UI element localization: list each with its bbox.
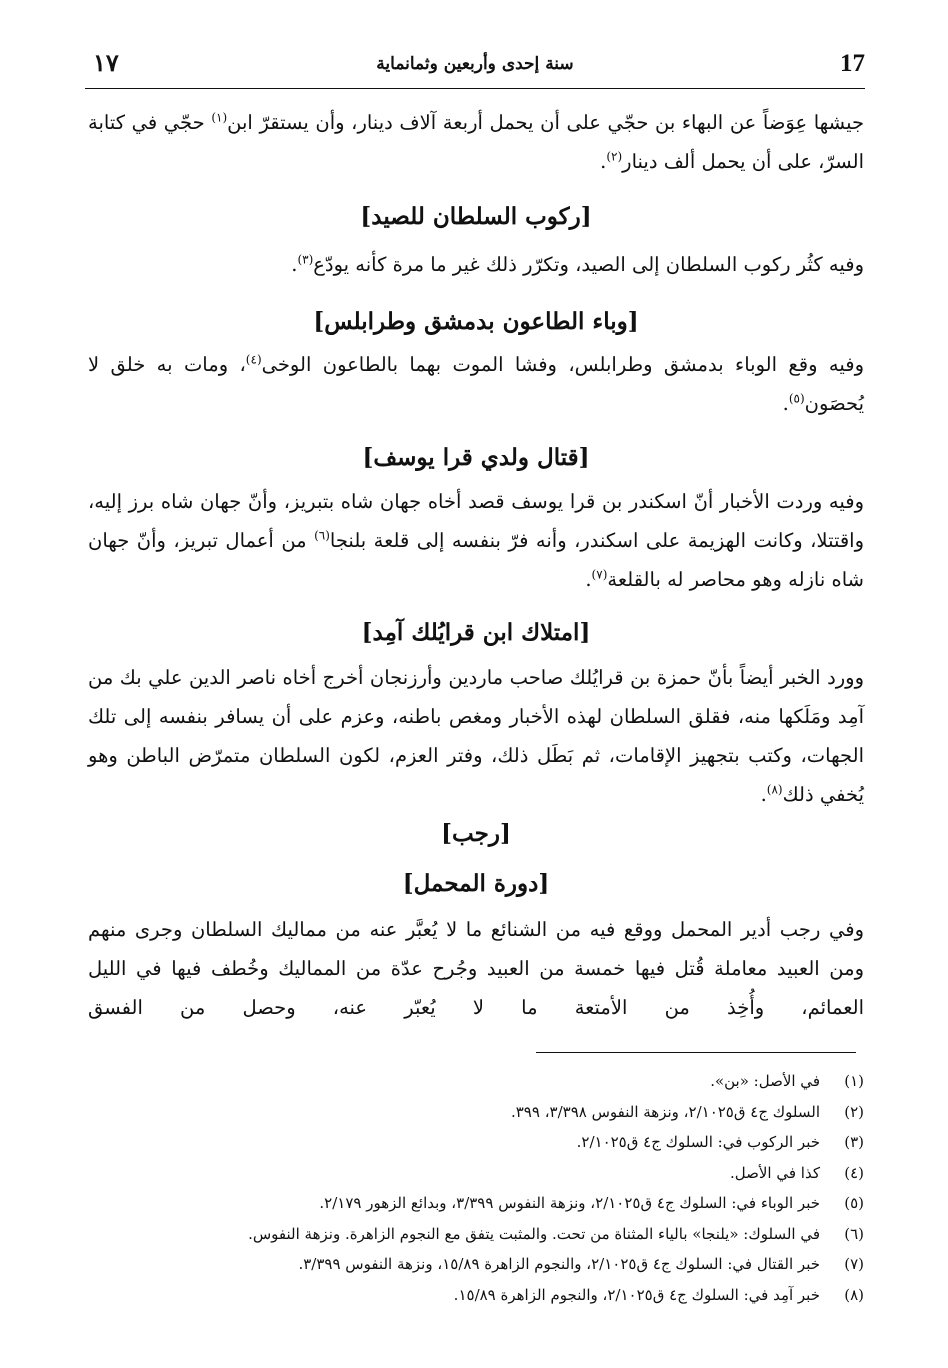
footnote-item bbox=[88, 1249, 864, 1280]
footnote-item bbox=[88, 1158, 864, 1189]
footnote-ref[interactable]: (٥) bbox=[788, 391, 805, 406]
footnote-text: في السلوك: «يلنجا» بالياء المثناة من تحت. والمثبت يتفق مع النجوم الزاهرة. ونزهة النفوس. bbox=[248, 1224, 820, 1243]
paragraph-intro: جيشها عِوَضاً عن البهاء بن حجّي على أن يحمل أربعة آلاف دينار، وأن يستقرّ ابن$^{(١)}$ حجّي في كتابة السرّ، على أن يحمل ألف دينار$^{(٢)}$. bbox=[88, 110, 865, 173]
running-title: سنة إحدى وأربعين وثمانماية bbox=[376, 54, 574, 74]
footnote-ref[interactable]: (٣) bbox=[297, 252, 314, 267]
footnote-text: في الأصل: «بن». bbox=[710, 1072, 820, 1090]
section-heading: [امتلاك ابن قرايُلك آمِد] bbox=[361, 619, 591, 646]
section-heading: [ركوب السلطان للصيد] bbox=[360, 203, 592, 230]
footnote-divider bbox=[536, 1052, 856, 1053]
paragraph-mahmal: وفي رجب أدير المحمل ووقع فيه من الشنائع ما لا يُعبَّر عنه من مماليك السلطان وجرى منهم ومن العبيد معاملة قُتل فيها خمسة من العبيد وجُرح عدّة من المماليك وخُطف فيها في الليل العمائم، وأُخِذ من الأمتعة ما لا يُعبّر عنه، وحصل من الفسق bbox=[88, 918, 864, 1019]
footnote-ref[interactable]: (٨) bbox=[766, 782, 783, 797]
footnote-item bbox=[88, 1066, 864, 1097]
footnote-item bbox=[88, 1097, 864, 1128]
footnote-ref[interactable]: (١) bbox=[211, 110, 228, 125]
footnote-text: السلوك ج٤ ق٢/١٠٢٥، ونزهة النفوس ٣/٣٩٨، ٣٩٩. bbox=[510, 1102, 820, 1121]
section-heading: [دورة المحمل] bbox=[402, 870, 550, 897]
footnote-item bbox=[88, 1280, 864, 1311]
footnote-text: خبر الركوب في: السلوك ج٤ ق٢/١٠٢٥. bbox=[576, 1133, 820, 1151]
footnote-number: (٥) bbox=[844, 1194, 864, 1212]
paragraph-plague: وفيه وقع الوباء بدمشق وطرابلس، وفشا الموت بهما بالطاعون الوخى$^{(٤)}$، ومات به خلق لا يُحصَون$^{(٥)}$. bbox=[88, 352, 864, 415]
footnote-ref[interactable]: (٢) bbox=[606, 149, 623, 164]
section-heading: [قتال ولدي قرا يوسف] bbox=[362, 444, 590, 471]
paragraph-fight: وفيه وردت الأخبار أنّ اسكندر بن قرا يوسف قصد أخاه جهان شاه بتبريز، وأنّ جهان شاه برز إليه، واقتتلا، وكانت الهزيمة على اسكندر، وأنه فرّ بنفسه إلى قلعة بلنجا$^{(٦)}$ من أعمال تبريز، وأنّ جهان شاه نازله وهو محاصر له بالقلعة$^{(٧)}$. bbox=[88, 490, 864, 591]
footnote-item bbox=[88, 1219, 864, 1250]
footnote-text: خبر الوباء في: السلوك ج٤ ق٢/١٠٢٥، ونزهة النفوس ٣/٣٩٩، وبدائع الزهور ٢/١٧٩. bbox=[319, 1194, 820, 1212]
footnote-number: (٣) bbox=[844, 1133, 864, 1151]
footnote-ref[interactable]: (٦) bbox=[314, 528, 330, 543]
page-number-arabic: ١٧ bbox=[93, 48, 119, 77]
footnote-text: خبر القتال في: السلوك ج٤ ق٢/١٠٢٥، والنجوم الزاهرة ١٥/٨٩، ونزهة النفوس ٣/٣٩٩. bbox=[298, 1255, 820, 1273]
footnote-number: (٢) bbox=[844, 1102, 864, 1121]
month-heading: [رجب] bbox=[441, 820, 511, 847]
footnote-ref[interactable]: (٤) bbox=[245, 352, 262, 367]
running-header bbox=[85, 48, 865, 89]
footnote-text: كذا في الأصل. bbox=[730, 1163, 820, 1182]
footnote-number: (٤) bbox=[844, 1163, 864, 1182]
section-heading: [وباء الطاعون بدمشق وطرابلس] bbox=[313, 308, 639, 335]
footnote-number: (١) bbox=[844, 1072, 864, 1090]
paragraph-hunt: وفيه كثُر ركوب السلطان إلى الصيد، وتكرّر ذلك غير ما مرة كأنه يودّع$^{(٣)}$. bbox=[291, 252, 864, 276]
footnote-item bbox=[88, 1188, 864, 1219]
footnote-number: (٦) bbox=[844, 1224, 864, 1243]
page-number-latin: 17 bbox=[840, 50, 865, 77]
paragraph-amid: وورد الخبر أيضاً بأنّ حمزة بن قرايُلك صاحب ماردين وأرزنجان أخرج أخاه ناصر الدين علي بك من آمِد ومَلَكها منه، فقلق السلطان لهذه الأخبار ومغص باطنه، وعزم على أن يسافر بنفسه إلى تلك الجهات، وكتب بتجهيز الإقامات، ثم بَطَل ذلك، وفتر العزم، لكون السلطان متمرّض الباطن وهو يُخفي ذلك$^{(٨)}$. bbox=[88, 666, 865, 806]
footnote-number: (٧) bbox=[844, 1255, 864, 1273]
footnotes bbox=[88, 1066, 864, 1310]
footnote-ref[interactable]: (٧) bbox=[591, 567, 608, 582]
footnote-number: (٨) bbox=[844, 1285, 864, 1304]
footnote-text: خبر آمِد في: السلوك ج٤ ق٢/١٠٢٥، والنجوم الزاهرة ١٥/٨٩. bbox=[453, 1285, 820, 1304]
footnote-item bbox=[88, 1127, 864, 1158]
